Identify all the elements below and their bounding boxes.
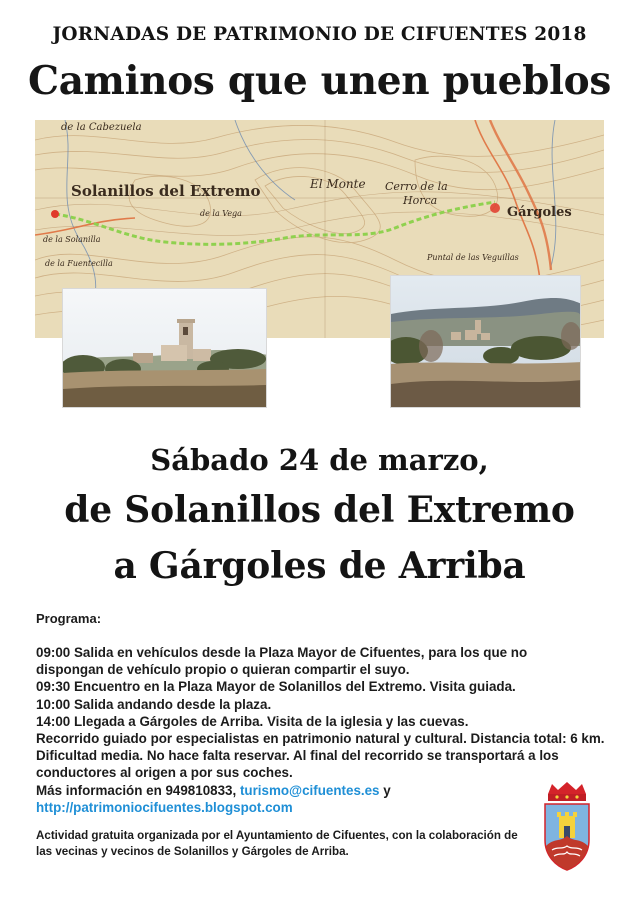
event-series-title: JORNADAS DE PATRIMONIO DE CIFUENTES 2018 bbox=[52, 24, 587, 45]
map-label-gargoles: Gárgoles bbox=[507, 205, 572, 220]
program-heading: Programa: bbox=[36, 611, 102, 626]
program-item: 10:00 Salida andando desde la plaza. bbox=[36, 696, 272, 712]
program-schedule bbox=[36, 644, 616, 816]
map-label-fuentecilla: de la Fuentecilla bbox=[45, 259, 113, 268]
route-destination: a Gárgoles de Arriba bbox=[113, 545, 526, 587]
poster-title: Caminos que unen pueblos bbox=[27, 58, 612, 104]
contact-suffix: y bbox=[379, 782, 391, 798]
program-item: dispongan de vehículo propio o quieran compartir el suyo. bbox=[36, 662, 410, 678]
route-origin: de Solanillos del Extremo bbox=[64, 489, 575, 531]
contact-phone-text: Más información en 949810833, bbox=[36, 782, 240, 798]
municipal-coat-of-arms-icon bbox=[542, 780, 592, 872]
map-label-vega: de la Vega bbox=[200, 209, 242, 218]
map-label-solanilla: de la Solanilla bbox=[43, 235, 101, 244]
program-description: Recorrido guiado por especialistas en patrimonio natural y cultural. Distancia total: 6 km. Dificultad media. No hace falta reservar. Al final del recorrido se transportará a los conductores al origen a por sus coches. bbox=[36, 731, 605, 781]
program-item: 14:00 Llegada a Gárgoles de Arriba. Visita de la iglesia y las cuevas. bbox=[36, 713, 469, 729]
map-label-horca: Horca bbox=[403, 194, 438, 207]
map-label-cabezuela: de la Cabezuela bbox=[61, 122, 142, 133]
map-label-puntal: Puntal de las Veguillas bbox=[427, 253, 519, 262]
church-village-photo bbox=[62, 288, 267, 408]
map-label-el-monte: El Monte bbox=[310, 177, 366, 191]
map-label-solanillos: Solanillos del Extremo bbox=[71, 182, 261, 200]
organizer-note: Actividad gratuita organizada por el Ayuntamiento de Cifuentes, con la colaboración de las vecinas y vecinos de Solanillos y Gárgoles de Arriba. bbox=[36, 829, 518, 858]
program-item: 09:30 Encuentro en la Plaza Mayor de Solanillos del Extremo. Visita guiada. bbox=[36, 679, 516, 695]
website-link[interactable]: http://patrimoniocifuentes.blogspot.com bbox=[36, 799, 293, 815]
event-date: Sábado 24 de marzo, bbox=[150, 443, 489, 477]
contact-info bbox=[36, 782, 616, 799]
valley-village-photo bbox=[390, 275, 581, 408]
program-item: 09:00 Salida en vehículos desde la Plaza Mayor de Cifuentes, para los que no bbox=[36, 645, 528, 660]
email-link[interactable]: turismo@cifuentes.es bbox=[239, 782, 380, 798]
map-label-cerro: Cerro de la bbox=[385, 180, 448, 193]
